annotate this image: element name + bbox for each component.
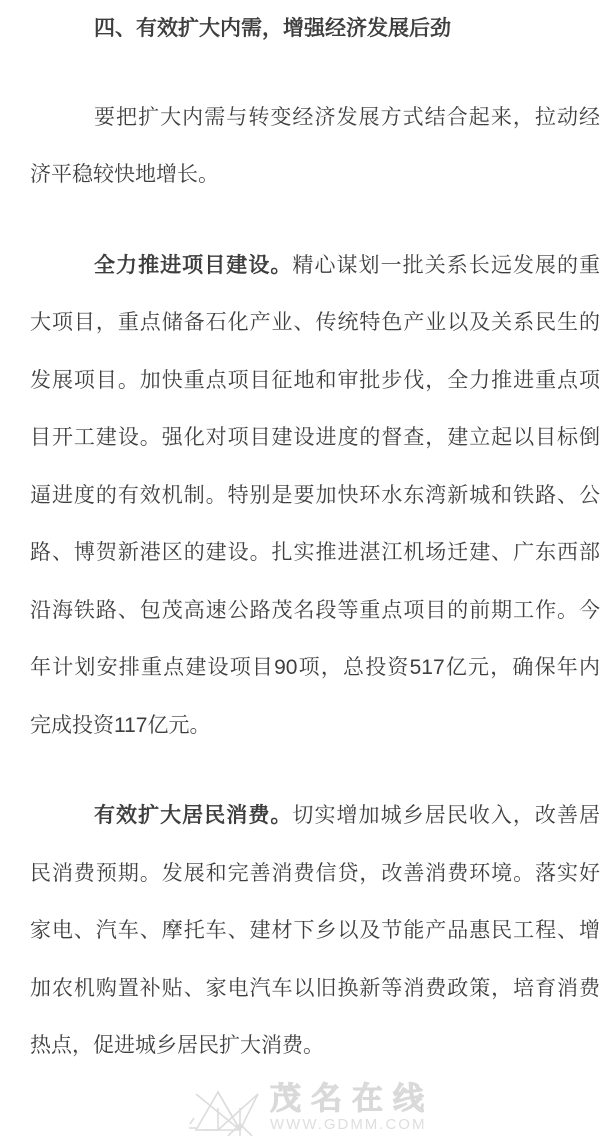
- lead-in-bold: 有效扩大居民消费。: [94, 804, 293, 827]
- text-line: 路、博贺新港区的建设。扎实推进湛江机场迁建、广东西部: [30, 541, 600, 564]
- text-line: 济平稳较快地增长。: [30, 163, 219, 186]
- text-line: 加农机购置补贴、家电汽车以旧换新等消费政策，培育消费: [30, 976, 600, 1000]
- text-line: 大项目，重点储备石化产业、传统特色产业以及关系民生的: [30, 311, 600, 334]
- site-watermark: [188, 1081, 434, 1136]
- paragraph: [30, 89, 600, 204]
- text-line: 家电、汽车、摩托车、建材下乡以及节能产品惠民工程、增: [30, 919, 600, 942]
- lead-in-bold: 全力推进项目建设。: [94, 253, 293, 277]
- text-line: 目开工建设。强化对项目建设进度的督查，建立起以目标倒: [30, 426, 600, 449]
- text-line: 要把扩大内需与转变经济发展方式结合起来，拉动经: [94, 105, 600, 129]
- text-line: 发展项目。加快重点项目征地和审批步伐，全力推进重点项: [30, 368, 600, 392]
- section-title: 四、有效扩大内需，增强经济发展后劲: [94, 17, 451, 40]
- watermark-text-block: [270, 1081, 434, 1133]
- text-line: 全力推进项目建设。精心谋划一批关系长远发展的重: [94, 253, 600, 277]
- crisscross-triangles-logo-icon: [188, 1086, 260, 1136]
- text-line: 热点，促进城乡居民扩大消费。: [30, 1034, 324, 1057]
- paragraphs-container: [30, 89, 600, 1075]
- text-line: 沿海铁路、包茂高速公路茂名段等重点项目的前期工作。今: [30, 598, 600, 622]
- watermark-brand: 茂名在线: [270, 1081, 434, 1116]
- paragraph: [30, 787, 600, 1075]
- text-line: 民消费预期。发展和完善消费信贷，改善消费环境。落实好: [30, 861, 600, 885]
- watermark-url: WWW.GDMM.COM: [270, 1116, 427, 1133]
- text-line: 逼进度的有效机制。特别是要加快环水东湾新城和铁路、公: [30, 483, 600, 507]
- text-line: 年计划安排重点建设项目90项，总投资517亿元，确保年内: [30, 656, 600, 679]
- text-line: 完成投资117亿元。: [30, 713, 211, 737]
- text-line: 有效扩大居民消费。切实增加城乡居民收入，改善居: [94, 804, 600, 827]
- paragraph: [30, 237, 600, 755]
